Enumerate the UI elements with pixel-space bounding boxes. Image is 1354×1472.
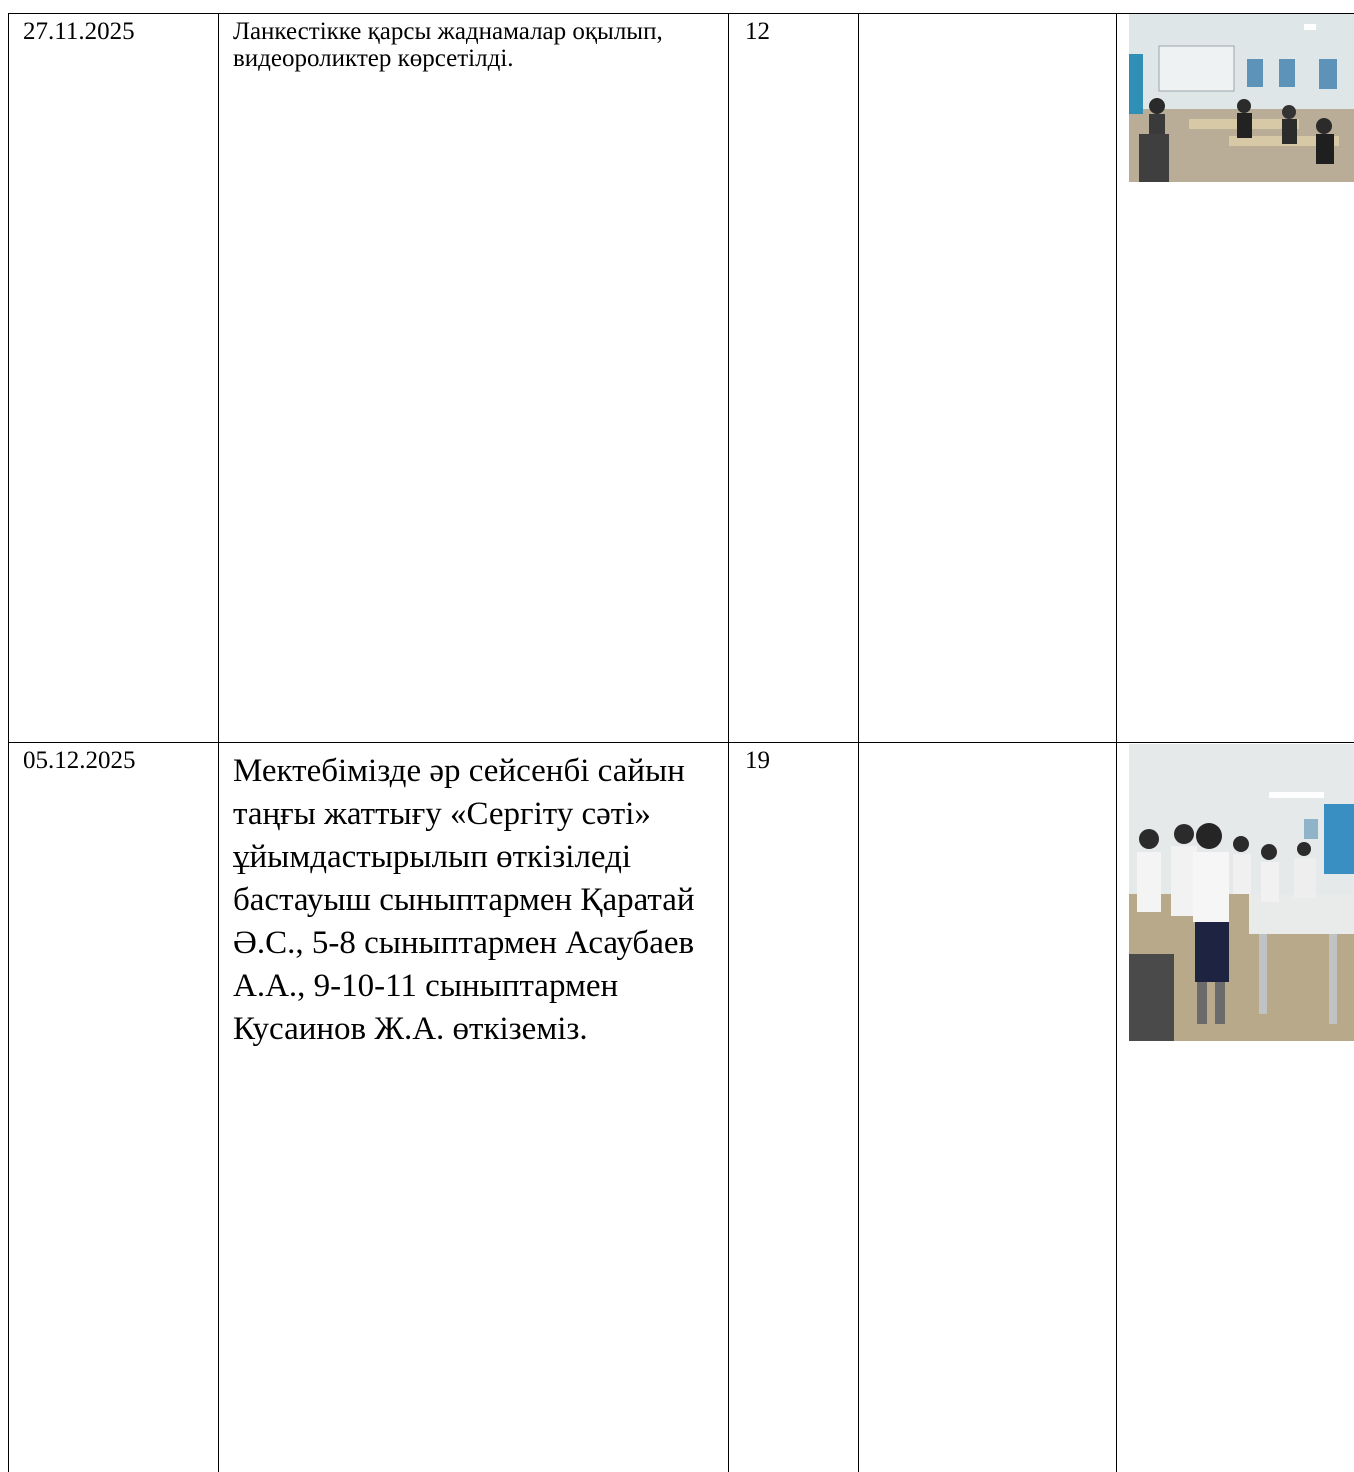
date-cell: 27.11.2025 [23,18,135,45]
column-divider [8,13,9,1472]
date-cell: 05.12.2025 [23,747,136,774]
morning-exercise-photo [1129,744,1354,1041]
count-cell: 12 [745,18,770,45]
column-divider [218,13,219,1472]
description-cell: Ланкестікке қарсы жаднамалар оқылып, видеороликтер көрсетілді. [233,18,663,72]
column-divider [1116,13,1117,1472]
column-divider [858,13,859,1472]
row-divider-middle [8,742,1354,743]
count-cell: 19 [745,747,770,774]
column-divider [728,13,729,1472]
description-cell: Мектебімізде әр сейсенбі сайын таңғы жаттығу «Сергіту сәті» ұйымдастырылып өткізіледі бастауыш сыныптармен Қаратай Ә.С., 5-8 сыныптармен Асаубаев А.А., 9-10-11 сыныптармен Кусаинов Ж.А. өткіземіз. [233,753,695,1047]
classroom-lecture-photo [1129,14,1354,182]
